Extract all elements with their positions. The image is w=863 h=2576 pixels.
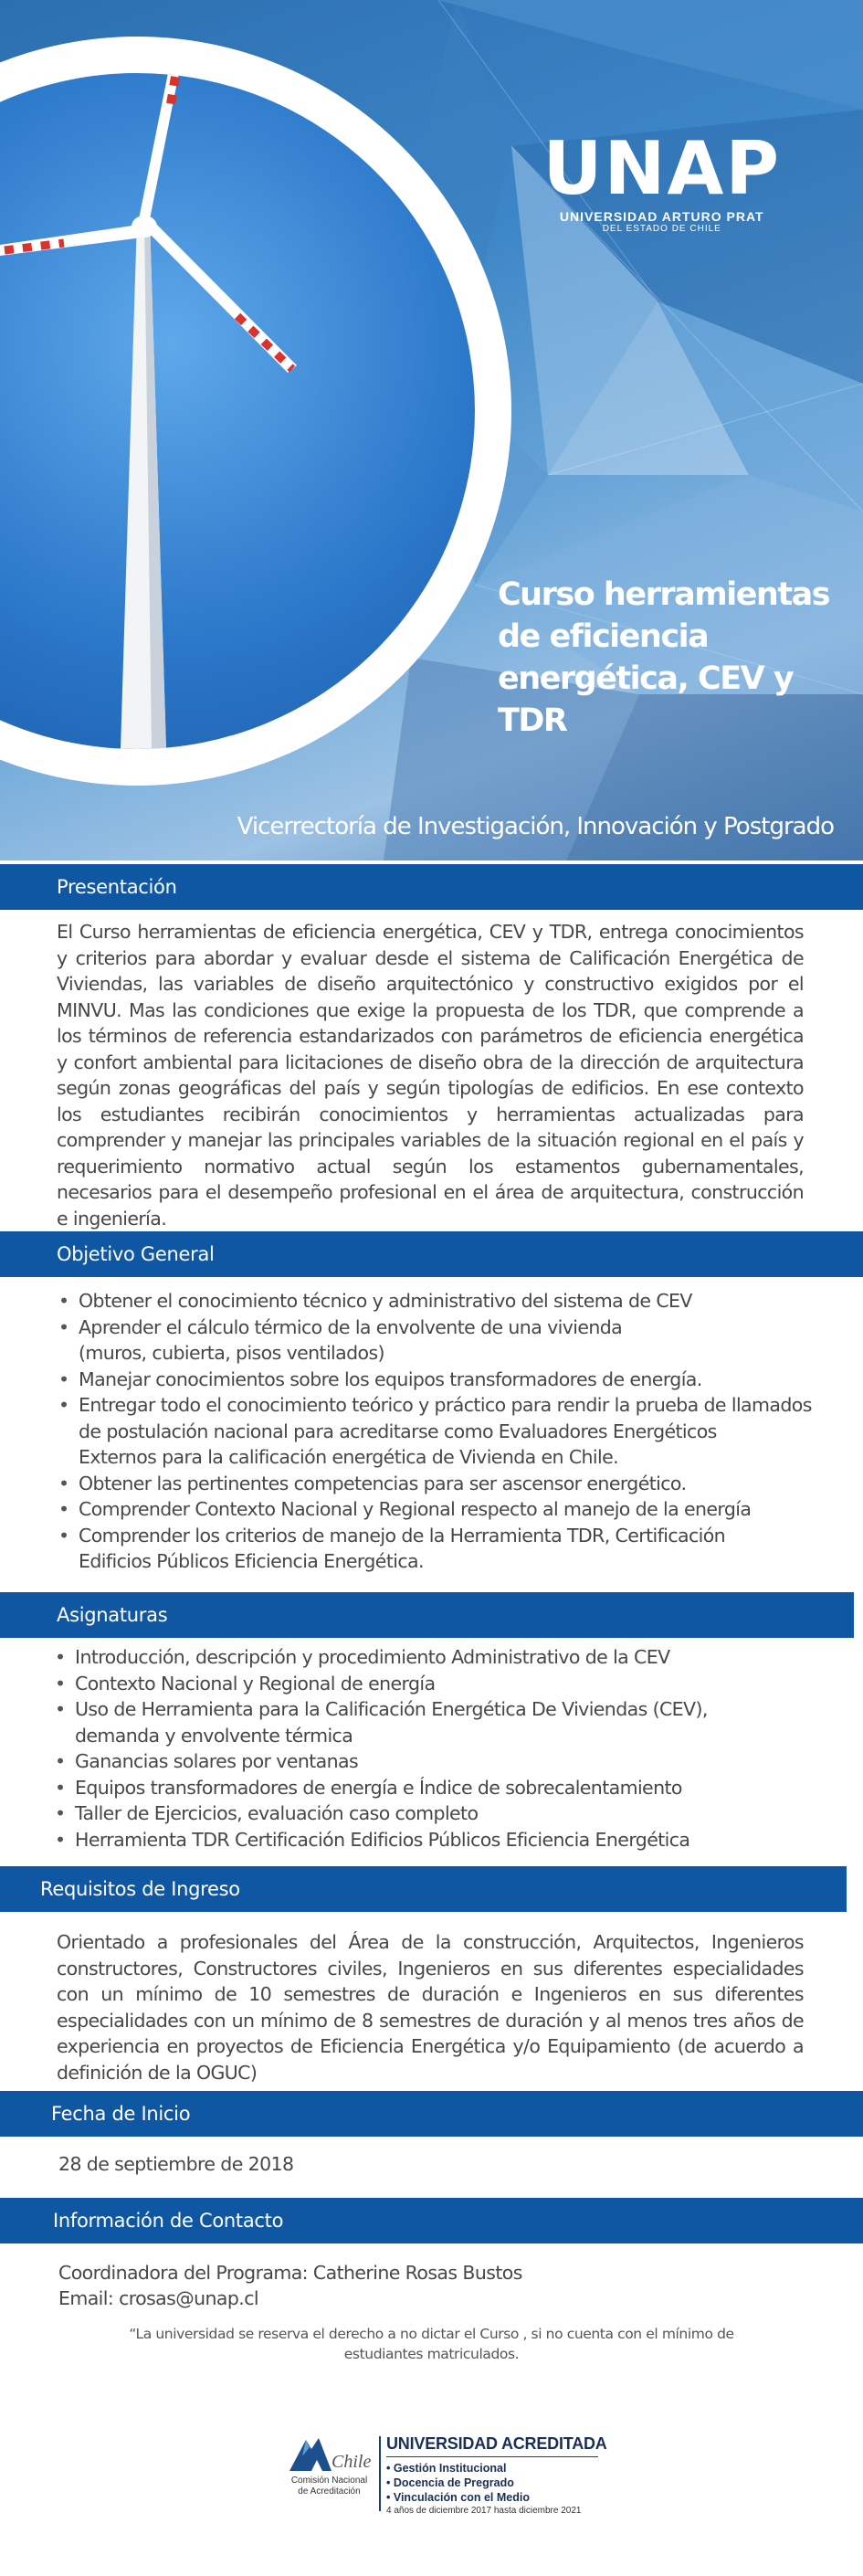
- list-item-line: • Manejar conocimientos sobre los equipos transformadores de energía.: [79, 1367, 702, 1390]
- list-item-line: de postulación nacional para acreditarse como Evaluadores Energéticos: [79, 1420, 717, 1442]
- fecha-value: 28 de septiembre de 2018: [58, 2153, 294, 2175]
- list-item-line: • Aprender el cálculo térmico de la envolvente de una vivienda: [79, 1315, 623, 1338]
- list-item-line: (muros, cubierta, pisos ventilados): [79, 1342, 384, 1364]
- list-item-line: demanda y envolvente térmica: [75, 1724, 353, 1747]
- list-item: [55, 1800, 840, 1827]
- section-header-presentacion: Presentación: [0, 864, 863, 910]
- list-item-line: • Entregar todo el conocimiento teórico y práctico para rendir la prueba de llamados: [79, 1394, 812, 1416]
- cna-label: [277, 2476, 382, 2497]
- list-item-line: • Contexto Nacional y Regional de energía: [75, 1672, 436, 1694]
- list-item: [58, 1367, 844, 1393]
- section-header-contacto: Información de Contacto: [0, 2198, 863, 2243]
- list-item-line: • Obtener las pertinentes competencias para ser ascensor energético.: [79, 1472, 687, 1494]
- contact-email[interactable]: Email: crosas@unap.cl: [58, 2287, 258, 2309]
- logo-wordmark: UNAP: [542, 126, 781, 211]
- list-item: [55, 1775, 840, 1801]
- list-item: [58, 1496, 844, 1523]
- unap-logo: [542, 126, 781, 234]
- cna-line1: Comisión Nacional: [290, 2476, 368, 2486]
- list-item: [58, 1392, 844, 1471]
- list-item-line: • Ganancias solares por ventanas: [75, 1750, 359, 1772]
- hero-banner: [0, 0, 863, 860]
- contact-coordinator: Coordinadora del Programa: Catherine Rosas Bustos: [58, 2262, 522, 2284]
- list-item-line: • Comprender los criterios de manejo de la Herramienta TDR, Certificación: [79, 1524, 726, 1547]
- accredited-area-3: • Vinculación con el Medio: [386, 2491, 530, 2504]
- list-item: [55, 1748, 840, 1775]
- footer-divider: [379, 2436, 381, 2511]
- course-title: Curso herramientas de eficiencia energética, CEV y TDR: [498, 576, 830, 739]
- list-item-line: • Obtener el conocimiento técnico y administrativo del sistema de CEV: [79, 1290, 692, 1312]
- accredited-area-2: • Docencia de Pregrado: [386, 2476, 514, 2489]
- logo-tagline: DEL ESTADO DE CHILE: [602, 224, 721, 234]
- disclaimer-note: “La universidad se reserva el derecho a no dictar el Curso , si no cuenta con el mínimo de estudiantes matriculados.: [129, 2326, 734, 2362]
- accredited-underline: [386, 2456, 598, 2457]
- logo-university-name: UNIVERSIDAD ARTURO PRAT: [559, 209, 764, 224]
- asignaturas-list: [55, 1644, 840, 1853]
- accreditation-footer: [279, 2434, 644, 2521]
- list-item-line: • Comprender Contexto Nacional y Regional respecto al manejo de la energía: [79, 1498, 752, 1520]
- list-item: [58, 1314, 844, 1367]
- list-item: [55, 1671, 840, 1697]
- cna-brand-text: Chile: [332, 2452, 372, 2472]
- list-item-line: • Uso de Herramienta para la Calificación Energética De Viviendas (CEV),: [75, 1698, 708, 1720]
- list-item: [58, 1523, 844, 1575]
- list-item-line: • Taller de Ejercicios, evaluación caso completo: [75, 1802, 479, 1824]
- section-header-fecha: Fecha de Inicio: [0, 2091, 863, 2137]
- list-item-line: • Herramienta TDR Certificación Edificios Públicos Eficiencia Energética: [75, 1828, 690, 1851]
- list-item: [55, 1696, 840, 1748]
- objetivo-list: [58, 1288, 844, 1575]
- section-header-requisitos: Requisitos de Ingreso: [0, 1866, 847, 1912]
- accreditation-info: [386, 2434, 607, 2518]
- list-item-line: Externos para la calificación energética de Vivienda en Chile.: [79, 1446, 619, 1468]
- list-item-line: • Introducción, descripción y procedimiento Administrativo de la CEV: [75, 1646, 670, 1668]
- accredited-title: UNIVERSIDAD ACREDITADA: [386, 2434, 607, 2453]
- cna-mountain-icon: [279, 2434, 374, 2476]
- section-header-objetivo: Objetivo General: [0, 1231, 863, 1277]
- list-item: [58, 1288, 844, 1314]
- list-item: [55, 1644, 840, 1671]
- requisitos-text: Orientado a profesionales del Área de la construcción, Arquitectos, Ingenieros constructores, Constructores civiles, Ingenieros en sus diferentes especialidades con un mínimo de 10 semestres de duración e Ingenieros en sus diferentes especialidades con un mínimo de 8 semestres de duración y al menos tres años de experiencia en proyectos de Eficiencia Energética y/o Equipamiento (de acuerdo a definición de la OGUC): [57, 1931, 804, 2084]
- section-header-asignaturas: Asignaturas: [0, 1592, 854, 1638]
- cna-line2: de Acreditación: [298, 2486, 361, 2497]
- list-item: [58, 1471, 844, 1497]
- list-item-line: Edificios Públicos Eficiencia Energética.: [79, 1550, 424, 1572]
- list-item: [55, 1827, 840, 1853]
- accredited-area-1: • Gestión Institucional: [386, 2462, 507, 2475]
- cna-logo: [279, 2434, 374, 2498]
- presentacion-text: El Curso herramientas de eficiencia energética, CEV y TDR, entrega conocimientos y criterios para abordar y evaluar desde el sistema de Calificación Energética de Viviendas, las variables de diseño arquitectónico y constructivo exigidos por el MINVU. Mas las condiciones que exige la propuesta de los TDR, que comprende a los términos de referencia estandarizados con parámetros de eficiencia energética y confort ambiental para licitaciones de diseño obra de la dirección de arquitectura según zonas geográficas del país y según tipologías de edificios. En ese contexto los estudiantes recibirán conocimientos y herramientas actualizadas para comprender y manejar las principales variables de la situación regional en el país y requerimiento normativo actual según los estamentos gubernamentales, necesarios para el desempeño profesional en el área de arquitectura, construcción e ingeniería.: [57, 921, 804, 1230]
- accreditation-period: 4 años de diciembre 2017 hasta diciembre 2021: [386, 2506, 582, 2516]
- vicerrectoria-subtitle: Vicerrectoría de Investigación, Innovación y Postgrado: [237, 813, 834, 840]
- list-item-line: • Equipos transformadores de energía e Índice de sobrecalentamiento: [75, 1776, 682, 1799]
